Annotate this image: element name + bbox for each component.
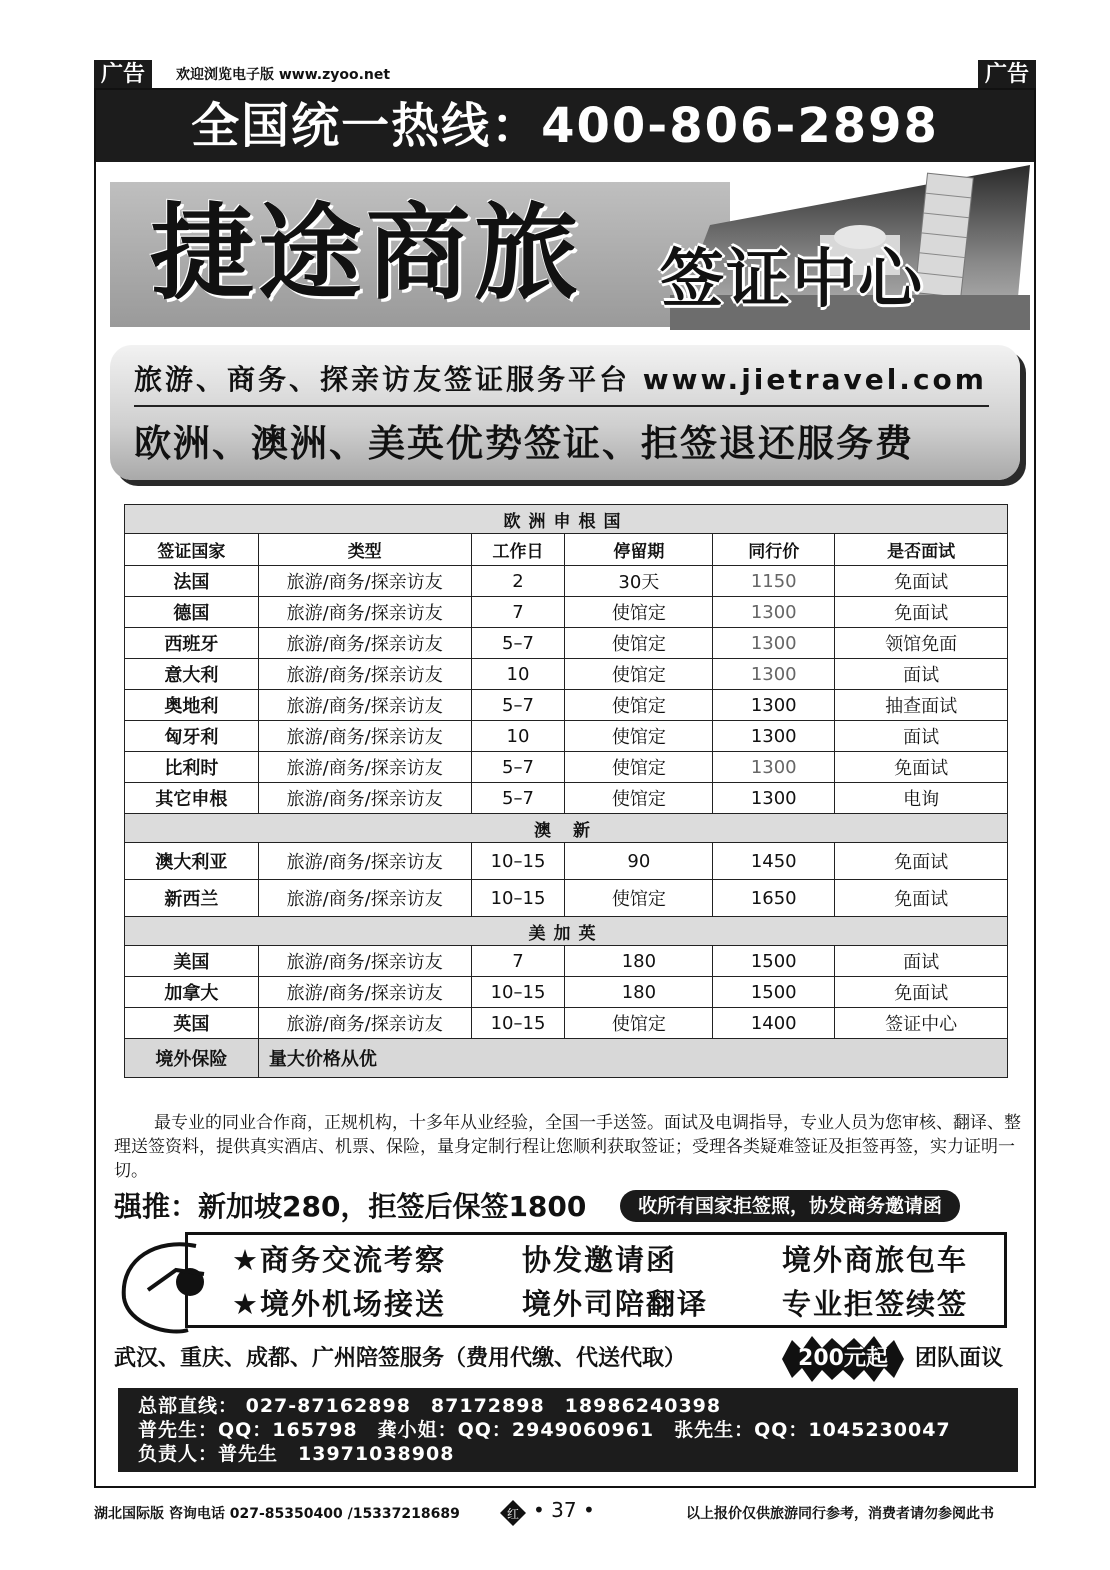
refusal-photo-pill: 收所有国家拒签照，协发商务邀请函	[620, 1190, 960, 1222]
workdays-cell: 5–7	[471, 752, 565, 783]
interview-cell: 签证中心	[835, 1008, 1008, 1039]
stay-cell: 使馆定	[565, 628, 713, 659]
type-cell: 旅游/商务/探亲访友	[258, 1008, 471, 1039]
interview-cell: 免面试	[835, 843, 1008, 880]
interview-cell: 免面试	[835, 977, 1008, 1008]
welcome-text: 欢迎浏览电子版 www.zyoo.net	[176, 67, 391, 83]
table-row	[125, 1008, 1008, 1039]
type-cell: 旅游/商务/探亲访友	[258, 690, 471, 721]
footer-edition-info: 湖北国际版 咨询电话 027-85350400 /15337218689	[94, 1506, 460, 1522]
insurance-row	[125, 1039, 1008, 1078]
price-cell: 1300	[713, 783, 835, 814]
table-row	[125, 659, 1008, 690]
table-group-header	[125, 917, 1008, 946]
workdays-cell: 5–7	[471, 628, 565, 659]
interview-cell: 抽查面试	[835, 690, 1008, 721]
slogan-divider	[134, 405, 989, 407]
country-cell: 法国	[125, 566, 259, 597]
table-row	[125, 977, 1008, 1008]
workdays-cell: 10–15	[471, 880, 565, 917]
table-row	[125, 690, 1008, 721]
type-cell: 旅游/商务/探亲访友	[258, 628, 471, 659]
company-description: 最专业的同业合作商，正规机构，十多年从业经验，全国一手送签。面试及电调指导，专业人员为您审核、翻译、整理送签资料，提供真实酒店、机票、保险，量身定制行程让您顺利获取签证；受理各类疑难签证及拒签再签，实力证明一切。	[114, 1113, 1021, 1181]
workdays-cell: 5–7	[471, 690, 565, 721]
recommend-text: 强推：新加坡280，拒签后保签1800	[114, 1190, 587, 1223]
table-row	[125, 752, 1008, 783]
service-item: 专业拒签续签	[782, 1287, 969, 1321]
type-cell: 旅游/商务/探亲访友	[258, 843, 471, 880]
type-cell: 旅游/商务/探亲访友	[258, 946, 471, 977]
table-row	[125, 783, 1008, 814]
page-logo-icon	[500, 1500, 526, 1526]
country-cell: 德国	[125, 597, 259, 628]
column-header: 工作日	[471, 534, 565, 566]
contact-manager-line: 负责人：普先生 13971038908	[138, 1443, 455, 1465]
contact-hq-line: 总部直线： 027-87162898 87172898 18986240398	[138, 1395, 722, 1417]
table-row	[125, 843, 1008, 880]
workdays-cell: 5–7	[471, 783, 565, 814]
column-header: 是否面试	[835, 534, 1008, 566]
column-header: 签证国家	[125, 534, 259, 566]
price-cell: 1300	[713, 597, 835, 628]
team-negotiable-text: 团队面议	[915, 1346, 1004, 1371]
page-number: • 37 •	[533, 1498, 595, 1522]
country-cell: 美国	[125, 946, 259, 977]
type-cell: 旅游/商务/探亲访友	[258, 977, 471, 1008]
workdays-cell: 10–15	[471, 977, 565, 1008]
stay-cell: 使馆定	[565, 880, 713, 917]
table-group-header	[125, 814, 1008, 843]
price-badge: 200元起	[798, 1346, 888, 1371]
country-cell: 匈牙利	[125, 721, 259, 752]
table-row	[125, 721, 1008, 752]
stay-cell: 使馆定	[565, 721, 713, 752]
interview-cell: 面试	[835, 946, 1008, 977]
stay-cell: 180	[565, 946, 713, 977]
column-header: 同行价	[713, 534, 835, 566]
interview-cell: 面试	[835, 721, 1008, 752]
table-row	[125, 597, 1008, 628]
workdays-cell: 2	[471, 566, 565, 597]
country-cell: 比利时	[125, 752, 259, 783]
svg-text:红: 红	[506, 1507, 520, 1521]
interview-cell: 领馆免面	[835, 628, 1008, 659]
workdays-cell: 7	[471, 597, 565, 628]
country-cell: 加拿大	[125, 977, 259, 1008]
stay-cell: 180	[565, 977, 713, 1008]
workdays-cell: 10–15	[471, 843, 565, 880]
slogan-service-platform: 旅游、商务、探亲访友签证服务平台 www.jietravel.com	[134, 363, 987, 396]
type-cell: 旅游/商务/探亲访友	[258, 752, 471, 783]
footer-disclaimer: 以上报价仅供旅游同行参考，消费者请勿参阅此书	[686, 1506, 994, 1522]
price-cell: 1300	[713, 659, 835, 690]
table-row	[125, 628, 1008, 659]
visa-price-table	[124, 504, 1008, 1078]
table-row	[125, 566, 1008, 597]
country-cell: 新西兰	[125, 880, 259, 917]
country-cell: 意大利	[125, 659, 259, 690]
table-row	[125, 880, 1008, 917]
ad-label-right: 广告	[978, 60, 1036, 90]
type-cell: 旅游/商务/探亲访友	[258, 566, 471, 597]
stay-cell: 使馆定	[565, 783, 713, 814]
stay-cell: 使馆定	[565, 1008, 713, 1039]
price-cell: 1400	[713, 1008, 835, 1039]
stay-cell: 使馆定	[565, 659, 713, 690]
insurance-value: 量大价格从优	[258, 1039, 1007, 1078]
price-cell: 1300	[713, 721, 835, 752]
group-title: 欧洲申根国	[125, 505, 1008, 534]
stay-cell: 使馆定	[565, 597, 713, 628]
ad-label-left: 广告	[94, 60, 152, 90]
brand-title: 捷途商旅	[150, 191, 583, 314]
type-cell: 旅游/商务/探亲访友	[258, 659, 471, 690]
country-cell: 西班牙	[125, 628, 259, 659]
type-cell: 旅游/商务/探亲访友	[258, 721, 471, 752]
country-cell: 英国	[125, 1008, 259, 1039]
visa-center-title: 签证中心	[660, 243, 924, 317]
country-cell: 奥地利	[125, 690, 259, 721]
hotline-banner: 全国统一热线：400-806-2898	[96, 90, 1034, 162]
stay-cell: 30天	[565, 566, 713, 597]
workdays-cell: 10	[471, 659, 565, 690]
workdays-cell: 10	[471, 721, 565, 752]
price-cell: 1300	[713, 690, 835, 721]
type-cell: 旅游/商务/探亲访友	[258, 597, 471, 628]
price-cell: 1450	[713, 843, 835, 880]
interview-cell: 免面试	[835, 597, 1008, 628]
interview-cell: 免面试	[835, 880, 1008, 917]
country-cell: 其它申根	[125, 783, 259, 814]
slogan-advantage: 欧洲、澳洲、美英优势签证、拒签退还服务费	[134, 422, 914, 465]
type-cell: 旅游/商务/探亲访友	[258, 880, 471, 917]
contact-block	[118, 1388, 1018, 1472]
group-title: 美加英	[125, 917, 1008, 946]
price-cell: 1150	[713, 566, 835, 597]
service-item: ★商务交流考察	[232, 1243, 446, 1277]
column-header: 类型	[258, 534, 471, 566]
service-item: 境外司陪翻译	[522, 1287, 709, 1321]
price-cell: 1300	[713, 752, 835, 783]
workdays-cell: 10–15	[471, 1008, 565, 1039]
table-row	[125, 946, 1008, 977]
contact-qq-line: 普先生：QQ：165798 龚小姐：QQ：2949060961 张先生：QQ：1045230047	[138, 1419, 951, 1441]
table-group-header	[125, 505, 1008, 534]
interview-cell: 免面试	[835, 566, 1008, 597]
stay-cell: 使馆定	[565, 752, 713, 783]
interview-cell: 面试	[835, 659, 1008, 690]
group-title: 澳 新	[125, 814, 1008, 843]
country-cell: 澳大利亚	[125, 843, 259, 880]
stay-cell: 使馆定	[565, 690, 713, 721]
workdays-cell: 7	[471, 946, 565, 977]
escort-service-text: 武汉、重庆、成都、广州陪签服务（费用代缴、代送代取）	[114, 1346, 687, 1371]
price-cell: 1650	[713, 880, 835, 917]
price-cell: 1300	[713, 628, 835, 659]
service-item: 协发邀请函	[522, 1243, 678, 1277]
stay-cell: 90	[565, 843, 713, 880]
insurance-label: 境外保险	[125, 1039, 259, 1078]
interview-cell: 免面试	[835, 752, 1008, 783]
service-item: ★境外机场接送	[232, 1287, 446, 1321]
column-header: 停留期	[565, 534, 713, 566]
price-cell: 1500	[713, 946, 835, 977]
interview-cell: 电询	[835, 783, 1008, 814]
type-cell: 旅游/商务/探亲访友	[258, 783, 471, 814]
table-header-row	[125, 534, 1008, 566]
price-cell: 1500	[713, 977, 835, 1008]
service-item: 境外商旅包车	[782, 1243, 969, 1277]
